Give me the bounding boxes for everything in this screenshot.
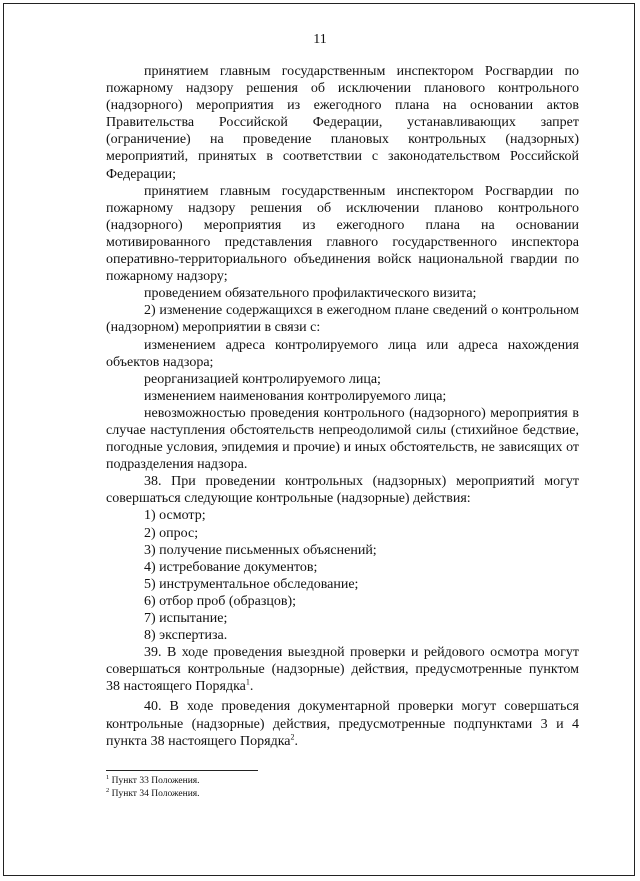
footnote-separator (106, 770, 258, 771)
list-item-document-request: 4) истребование документов; (144, 559, 318, 575)
footnote-1 (106, 775, 200, 788)
document-body (106, 63, 579, 750)
footnote-ref-2: 2 (290, 732, 295, 741)
paragraph-mandatory-visit: проведением обязательного профилактического визита; (144, 286, 477, 302)
list-item-testing: 7) испытание; (144, 611, 228, 626)
paragraph-39-text: 39. В ходе проведения выездной проверки и рейдового осмотра могут совершаться контрольные (надзорные) действия, предусмотренные пунктом 38 настоящего Порядка (106, 645, 579, 695)
list-item-written-explanations: 3) получение письменных объяснений; (144, 542, 377, 558)
paragraph-force-majeure: невозможностью проведения контрольного (надзорного) мероприятия в случае наступления обстоятельств непреодолимой силы (стихийное бедствие, погодные условия, эпидемия и прочие) и иных обстоятельств, не зависящих от подразделения надзора. (106, 405, 579, 473)
footnote-1-number: 1 (106, 773, 110, 781)
footnote-2 (106, 788, 200, 801)
paragraph-40 (106, 698, 579, 749)
paragraph-39-end: . (249, 679, 254, 695)
paragraph-40-text: 40. В ходе проведения документарной проверки могут совершаться контрольные (надзорные) действия, предусмотренные подпунктами 3 и 4 пункта 38 настоящего Порядка (106, 699, 579, 749)
paragraph-exclusion-government-acts: принятием главным государственным инспектором Росгвардии по пожарному надзору решения об исключении планового контрольного (надзорного) мероприятия из ежегодного плана на основании актов Правительства Российской Федерации, устанавливающих запрет (ограничение) на проведение плановых контрольных (надзорных) мероприятий, принятых в соответствии с законодательством Российской Федерации; (106, 64, 579, 182)
list-item-sampling: 6) отбор проб (образцов); (144, 593, 297, 609)
paragraph-exclusion-motivated-submission: принятием главным государственным инспектором Росгвардии по пожарному надзору решения об исключении планово контрольного (надзорного) мероприятия из ежегодного плана на основании мотивированного представления главного государственного инспектора оперативно-территориального объединения войск национальной гвардии по пожарному надзору; (106, 183, 579, 285)
paragraph-plan-change: 2) изменение содержащихся в ежегодном плане сведений о контрольном (надзорном) мероприятии в связи с: (106, 303, 579, 336)
paragraph-39 (106, 644, 579, 695)
page-number: 11 (313, 32, 327, 47)
paragraph-40-end: . (294, 733, 298, 749)
footnote-1-text: Пункт 33 Положения. (109, 776, 200, 786)
list-item-expertise: 8) экспертиза. (144, 628, 228, 644)
paragraph-reorganization: реорганизацией контролируемого лица; (144, 371, 381, 387)
footnote-2-number: 2 (106, 786, 110, 794)
list-item-survey: 2) опрос; (144, 525, 199, 541)
footnote-2-text: Пункт 34 Положения. (109, 789, 200, 799)
list-item-instrumental-examination: 5) инструментальное обследование; (144, 576, 359, 592)
footnotes (106, 775, 200, 801)
paragraph-38: 38. При проведении контрольных (надзорных) мероприятий могут совершаться следующие контрольные (надзорные) действия: (106, 474, 579, 507)
paragraph-address-change: изменением адреса контролируемого лица или адреса нахождения объектов надзора; (106, 337, 579, 370)
paragraph-name-change: изменением наименования контролируемого лица; (144, 388, 447, 404)
list-item-inspection: 1) осмотр; (144, 508, 206, 524)
footnote-ref-1: 1 (245, 677, 250, 687)
